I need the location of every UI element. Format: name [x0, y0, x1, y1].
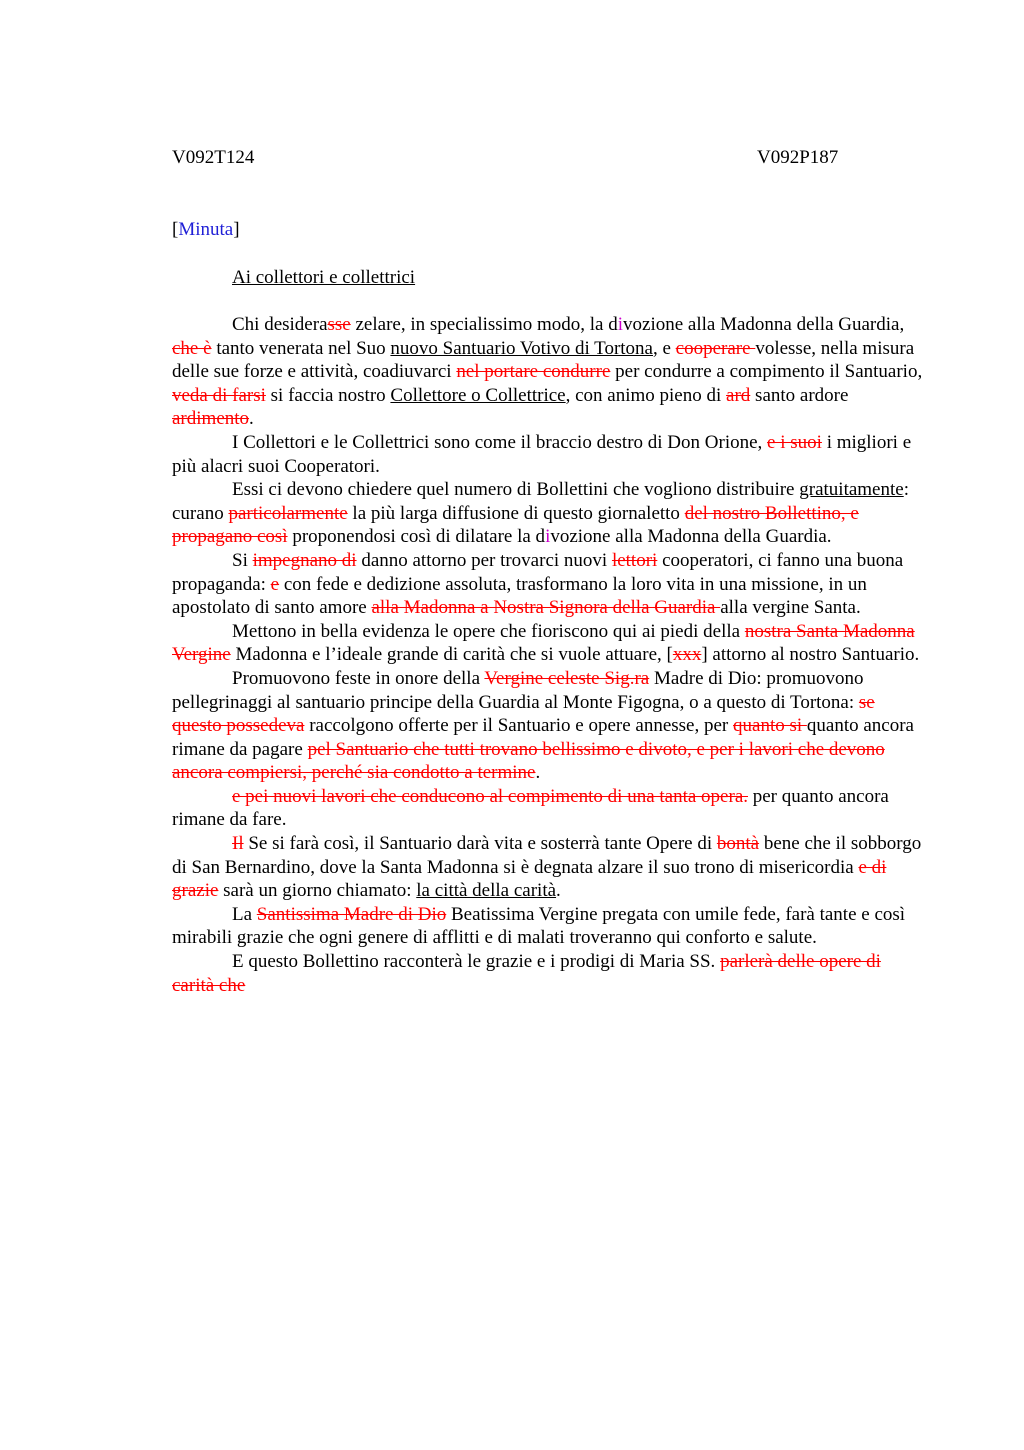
deleted-text: se questo possedeva	[172, 691, 875, 737]
paragraph	[172, 313, 926, 431]
underlined-text: Collettore o Collettrice	[390, 384, 566, 406]
deleted-text: cooperare	[675, 337, 756, 359]
text-run: .	[535, 762, 541, 784]
inserted-letter: i	[617, 314, 624, 335]
text-run: per condurre a compimento il Santuario,	[610, 361, 923, 383]
bracket-close: ]	[233, 219, 240, 240]
text-run: Promuovono feste in onore della	[232, 667, 485, 689]
text-run: raccolgono offerte per il Santuario e opere annesse, per	[304, 715, 734, 737]
text-run: tanto venerata nel Suo	[211, 337, 391, 359]
text-run: Essi ci devono chiedere quel numero di Bollettini che vogliono distribuire	[232, 479, 800, 501]
text-run: ] attorno al nostro Santuario.	[701, 644, 920, 666]
text-run: Madre di Dio: promuovono pellegrinaggi al santuario principe della Guardia al Monte Figogna, o a questo di Tortona:	[172, 667, 864, 713]
deleted-text: ardimento	[172, 408, 250, 430]
text-run: volesse, nella misura delle sue forze e attività, coadiuvarci	[172, 337, 915, 383]
text-run: Chi desidera	[232, 314, 328, 335]
deleted-text: del nostro Bollettino, e propagano così	[172, 502, 859, 548]
deleted-text: parlerà delle opere di carità che	[172, 951, 881, 996]
text-run: sarà un giorno chiamato:	[218, 880, 417, 902]
deleted-text: nel portare condurre	[456, 361, 611, 383]
document-code-left: V092T124	[172, 147, 255, 168]
document-code-right: V092P187	[757, 147, 839, 168]
paragraph	[172, 478, 926, 549]
text-run: La	[232, 903, 257, 925]
deleted-text: ard	[726, 384, 751, 406]
minuta-label	[172, 218, 240, 242]
text-run: : curano	[172, 479, 909, 524]
deleted-text: xxx	[672, 644, 702, 666]
text-run: Madonna e l’ideale grande di carità che si vuole attuare, [	[230, 644, 673, 666]
text-run: Si	[232, 549, 253, 571]
text-run: quanto ancora rimane da pagare	[172, 715, 914, 760]
bracket-open: [	[172, 219, 179, 240]
text-run: , e	[652, 337, 676, 359]
text-run: si faccia nostro	[265, 384, 391, 406]
paragraph	[172, 667, 926, 785]
text-run: Se si farà così, il Santuario darà vita e sosterrà tante Opere di	[243, 833, 717, 855]
deleted-text: pel Santuario che tutti trovano bellissimo e divoto, e per i lavori che devono ancora compiersi, perché sia condotto a termine	[172, 738, 885, 784]
deleted-text: che è	[172, 337, 212, 359]
paragraph	[172, 903, 926, 950]
paragraph	[172, 785, 926, 832]
text-run: I Collettori e le Collettrici sono come il braccio destro di Don Orione,	[232, 431, 768, 453]
deleted-text: nostra Santa Madonna Vergine	[172, 620, 915, 666]
underlined-text: gratuitamente	[799, 479, 904, 501]
deleted-text: alla Madonna a Nostra Signora della Guardia	[371, 597, 721, 619]
text-run: zelare, in specialissimo modo, la d	[350, 314, 618, 335]
text-run: i migliori e più alacri suoi Cooperatori.	[172, 431, 912, 477]
deleted-text: e pei nuovi lavori che conducono al compimento di una tanta opera.	[232, 785, 748, 807]
deleted-text: sse	[327, 314, 351, 335]
deleted-text: particolarmente	[228, 502, 348, 524]
text-run: bene che il sobborgo di San Bernardino, dove la Santa Madonna si è degnata alzare il suo trono di misericordia	[172, 833, 922, 878]
text-run: Beatissima Vergine pregata con umile fede, farà tante e così mirabili grazie che ogni genere di afflitti e di malati troveranno qui conforto e salute.	[172, 903, 906, 949]
paragraph	[172, 950, 926, 997]
deleted-text: impegnano di	[252, 549, 357, 571]
text-run: .	[249, 408, 254, 430]
paragraph	[172, 431, 926, 478]
text-run: con fede e dedizione assoluta, trasformano la loro vita in una missione, in un apostolato di santo amore	[172, 573, 867, 619]
text-run: vozione alla Madonna della Guardia,	[623, 314, 905, 335]
deleted-text: lettori	[611, 549, 658, 571]
deleted-text: Vergine celeste Sig.ra	[484, 667, 650, 689]
deleted-text: e i suoi	[767, 431, 822, 453]
deleted-text: bontà	[716, 833, 760, 855]
minuta-text: Minuta	[178, 219, 234, 240]
text-run: per quanto ancora rimane da fare.	[172, 785, 889, 831]
text-run: vozione alla Madonna della Guardia.	[550, 526, 832, 548]
letter-body	[172, 313, 926, 997]
paragraph	[172, 549, 926, 620]
letter-title: Ai collettori e collettrici	[232, 267, 416, 288]
text-run: .	[556, 880, 561, 902]
deleted-text: veda di farsi	[172, 384, 266, 406]
deleted-text: e di grazie	[172, 856, 887, 902]
paragraph	[172, 620, 926, 667]
text-run: santo ardore	[750, 384, 849, 406]
text-run: proponendosi così di dilatare la d	[287, 526, 546, 548]
text-run: E questo Bollettino racconterà le grazie e i prodigi di Maria SS.	[232, 951, 721, 973]
text-run: la più larga diffusione di questo giornaletto	[347, 502, 685, 524]
text-run: Mettono in bella evidenza le opere che fioriscono qui ai piedi della	[232, 620, 745, 642]
underlined-text: nuovo Santuario Votivo di Tortona	[390, 337, 653, 359]
deleted-text: e	[270, 573, 280, 595]
text-run: alla vergine Santa.	[720, 597, 861, 619]
text-run: danno attorno per trovarci nuovi	[356, 549, 612, 571]
deleted-text: quanto si	[733, 715, 807, 737]
deleted-text: Santissima Madre di Dio	[256, 903, 447, 925]
deleted-text: Il	[232, 833, 244, 855]
text-run: , con animo pieno di	[565, 384, 727, 406]
text-run: cooperatori, ci fanno una buona propaganda:	[172, 549, 904, 595]
underlined-text: la città della carità	[416, 880, 557, 902]
inserted-letter: i	[545, 526, 551, 548]
paragraph	[172, 832, 926, 903]
